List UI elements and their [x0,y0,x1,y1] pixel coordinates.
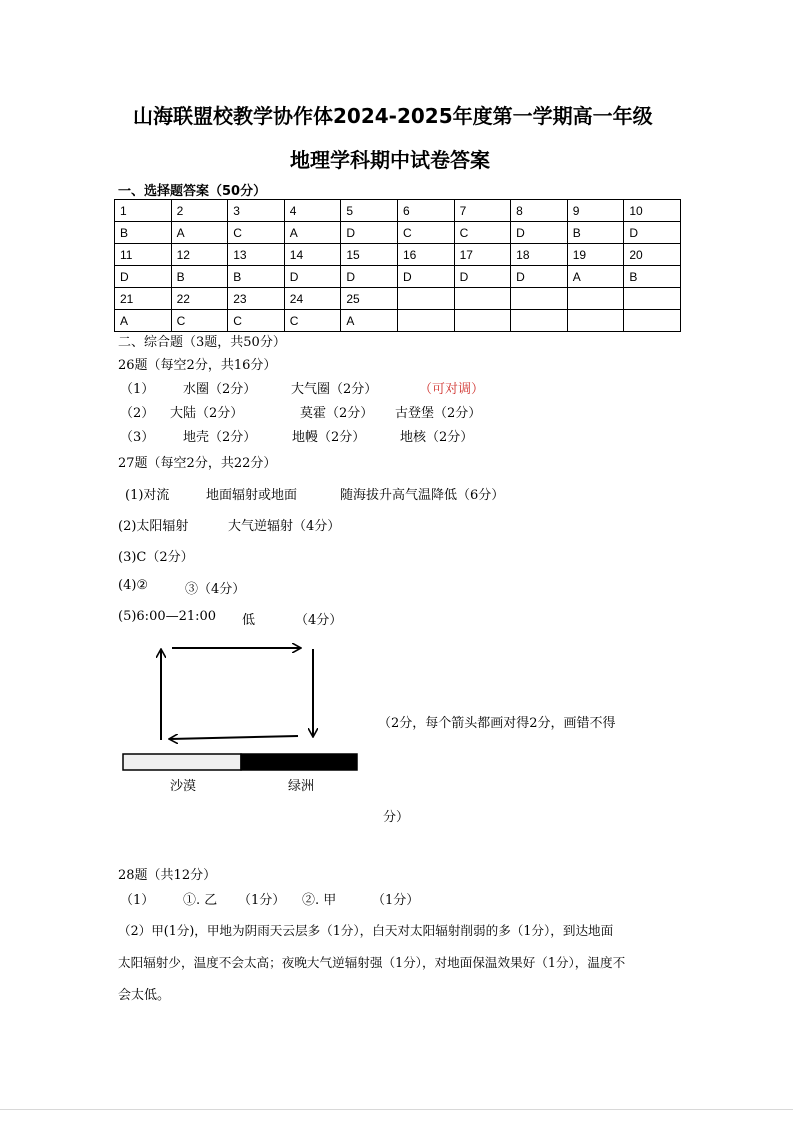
q27-line1-a: (1)对流 [125,488,170,503]
q26-heading: 26题（每空2分，共16分） [118,358,277,373]
q27-line4-b: ③（4分） [185,582,246,597]
answer-table-cell: D [341,222,398,244]
arrow-bottom [170,736,298,739]
answer-table-cell: A [171,222,228,244]
q26-line2-c: 古登堡（2分） [395,406,482,421]
answer-table-cell [454,288,511,310]
section1-heading: 一、选择题答案（50分） [118,184,267,199]
q26-line1-a: 水圈（2分） [183,382,257,397]
q26-line3-b: 地幔（2分） [292,430,366,445]
q26-line1-num: （1） [120,382,155,397]
oasis-label: 绿洲 [288,779,315,794]
answer-table-cell: 12 [171,244,228,266]
answer-table-cell: 19 [567,244,624,266]
answer-table-cell: 1 [115,200,172,222]
q28-line1-d: （1分） [372,893,420,908]
answer-table [114,199,681,332]
answer-table-cell: 4 [284,200,341,222]
q26-line3-num: （3） [120,430,155,445]
answer-table-cell [511,288,568,310]
answer-table-cell: 2 [171,200,228,222]
q27-line2-b: 大气逆辐射（4分） [228,519,341,534]
q28-para-line3: 会太低。 [118,988,171,1003]
answer-table-cell: 22 [171,288,228,310]
answer-table-cell [567,310,624,332]
answer-table-cell: A [567,266,624,288]
page-bottom-rule [0,1109,793,1110]
q27-line4-a: (4)② [118,578,149,593]
oasis-surface [241,754,357,770]
answer-table-cell [624,288,681,310]
answer-table-cell: D [511,222,568,244]
answer-table-cell [397,288,454,310]
diagram-note-line1: （2分，每个箭头都画对得2分，画错不得 [378,716,616,731]
answer-table-cell: 11 [115,244,172,266]
q28-line1-num: （1） [120,893,155,908]
answer-table-cell: 23 [228,288,285,310]
q27-line2-a: (2)太阳辐射 [118,519,189,534]
answer-table-cell: 7 [454,200,511,222]
q26-line1-note: （可对调） [419,382,485,397]
answer-table-cell: B [171,266,228,288]
page-title: 山海联盟校教学协作体2024-2025年度第一学期高一年级 [133,104,653,128]
q27-line3: (3)C（2分） [118,550,194,565]
q26-line2-a: 大陆（2分） [170,406,244,421]
answer-table-cell: A [115,310,172,332]
answer-table-cell [397,310,454,332]
answer-table-row [115,222,681,244]
q26-line3-a: 地壳（2分） [183,430,257,445]
answer-table-cell: 3 [228,200,285,222]
answer-table-cell: C [397,222,454,244]
answer-table-cell: 9 [567,200,624,222]
diagram-note-line2: 分） [383,810,410,825]
answer-table-cell: 18 [511,244,568,266]
answer-table-cell: 5 [341,200,398,222]
answer-table-cell: 15 [341,244,398,266]
answer-table-cell: D [624,222,681,244]
q26-line2-num: （2） [120,406,155,421]
answer-table-row [115,288,681,310]
answer-table-row [115,266,681,288]
q28-para-line2: 太阳辐射少，温度不会太高；夜晚大气逆辐射强（1分），对地面保温效果好（1分），温度不 [118,955,626,970]
section2-heading: 二、综合题（3题，共50分） [118,335,286,350]
answer-table-cell: D [341,266,398,288]
q27-line5-b: 低 [242,613,256,628]
answer-table-cell: A [341,310,398,332]
circulation-diagram [110,638,370,773]
q26-line1-b: 大气圈（2分） [291,382,378,397]
answer-table-cell: B [115,222,172,244]
q28-heading: 28题（共12分） [118,868,217,883]
q27-line5-a: (5)6:00—21:00 [118,609,217,624]
answer-table-cell: 14 [284,244,341,266]
answer-table-cell: 21 [115,288,172,310]
q27-line1-c: 随海拔升高气温降低（6分） [340,488,505,503]
page-subtitle: 地理学科期中试卷答案 [290,148,490,172]
answer-table-row [115,200,681,222]
answer-table-cell [624,310,681,332]
answer-table-cell: 17 [454,244,511,266]
q28-line1-b: （1分） [238,893,286,908]
answer-table-cell: 10 [624,200,681,222]
answer-table-cell [454,310,511,332]
desert-surface [123,754,241,770]
answer-table-cell [567,288,624,310]
answer-table-cell: 16 [397,244,454,266]
answer-table-cell: C [228,310,285,332]
answer-table-cell: 8 [511,200,568,222]
answer-table-row [115,244,681,266]
answer-table-cell: 20 [624,244,681,266]
answer-table-cell: B [567,222,624,244]
answer-table-cell: 13 [228,244,285,266]
answer-table-cell: D [115,266,172,288]
answer-table-cell: B [228,266,285,288]
q26-line2-b: 莫霍（2分） [300,406,374,421]
answer-table-cell: C [454,222,511,244]
desert-label: 沙漠 [170,779,197,794]
answer-table-cell: B [624,266,681,288]
q28-line1-c: ②. 甲 [302,893,337,908]
answer-table-cell: A [284,222,341,244]
answer-table-cell: C [171,310,228,332]
answer-table-cell: C [284,310,341,332]
answer-table-cell: D [397,266,454,288]
answer-table-cell [511,310,568,332]
answer-table-cell: D [511,266,568,288]
answer-table-cell: D [454,266,511,288]
q28-line1-a: ①. 乙 [183,893,218,908]
q26-line3-c: 地核（2分） [400,430,474,445]
answer-table-row [115,310,681,332]
q27-line1-b: 地面辐射或地面 [206,488,298,503]
answer-table-cell: 25 [341,288,398,310]
answer-table-cell: D [284,266,341,288]
q28-para-line1: （2）甲(1分)，甲地为阴雨天云层多（1分），白天对太阳辐射削弱的多（1分），到达地面 [118,923,614,938]
answer-table-cell: 24 [284,288,341,310]
answer-table-cell: 6 [397,200,454,222]
q27-line5-c: （4分） [295,613,343,628]
q27-heading: 27题（每空2分，共22分） [118,456,277,471]
answer-table-cell: C [228,222,285,244]
